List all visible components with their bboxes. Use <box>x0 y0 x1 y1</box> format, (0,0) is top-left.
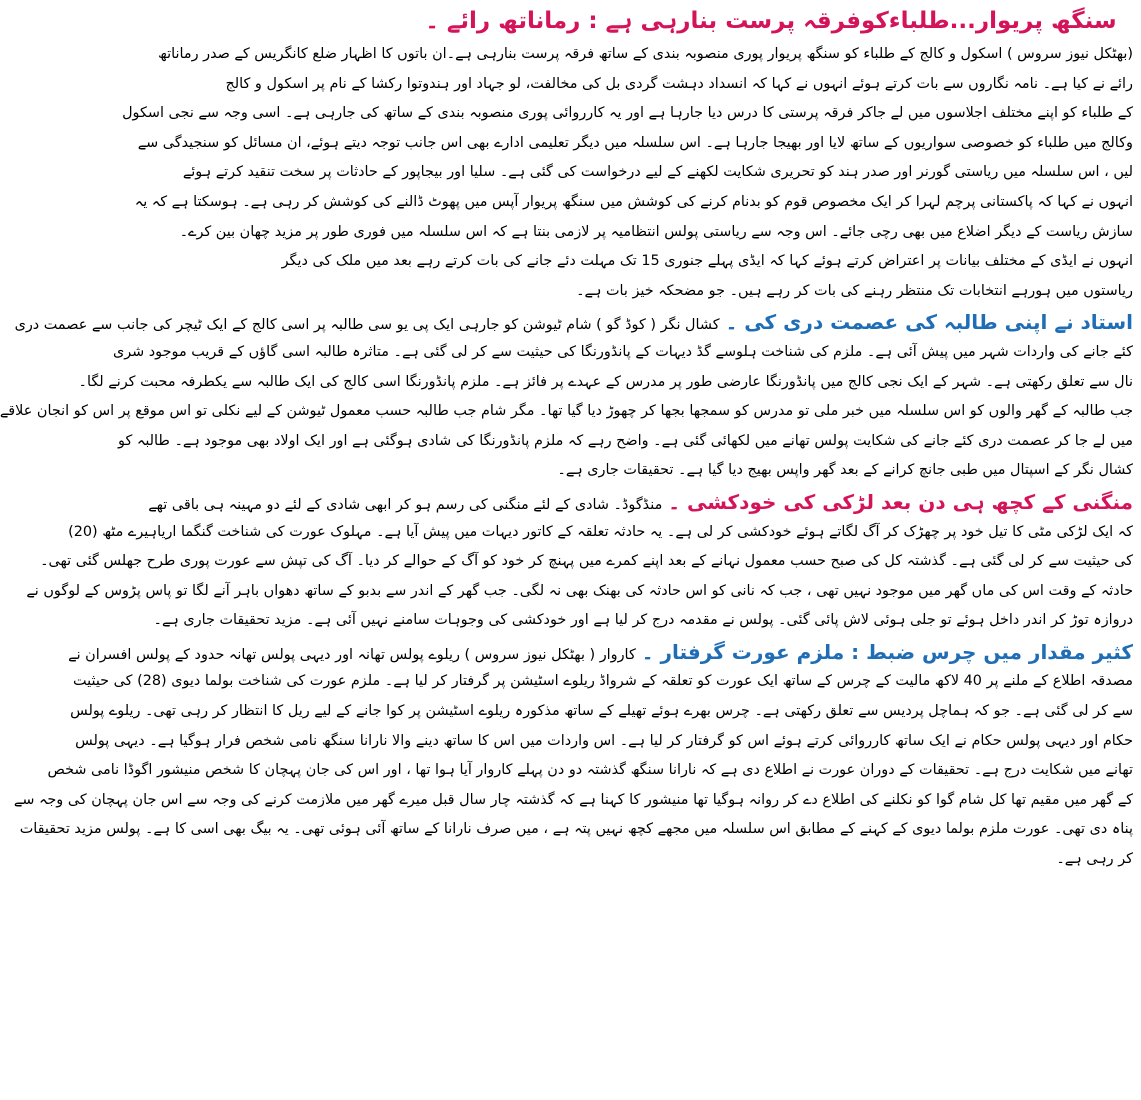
story-line: کئے جانے کی واردات شہر میں پیش آئی ہے۔ ملزم کی شناخت ہلوسے گڈ دیہات کے پانڈورنگا کی حیثیت سے کر لی گئی ہے۔ متاثرہ طالبہ اسی گاؤں کے قریب موجود شری <box>112 343 1133 360</box>
story-headline: کثیر مقدار میں چرس ضبط : ملزم عورت گرفتار ۔ <box>641 639 1133 664</box>
story-headline: استاد نے اپنی طالبہ کی عصمت دری کی ۔ <box>725 310 1133 335</box>
story-line: حکام اور دیہی پولس حکام نے ایک ساتھ کارروائی کرتے ہوئے اس کو گرفتار کر لیا ہے۔ اس واردات میں اس کا ساتھ دینے والا نارانا سنگھ نامی شخص فرار ہوگیا ہے۔ دیہی پولس <box>75 732 1133 749</box>
story-teacher-assault <box>0 308 1133 486</box>
story-line: کی حیثیت سے کر لی گئی ہے۔ گذشتہ کل کی صبح حسب معمول نہانے کے بعد اپنے کمرے میں پہنچ کر خود کو آگ کے حوالے کر دیا۔ آگ کی تپش سے عورت پوری طرح جھلس گئی تھی۔ <box>40 553 1133 570</box>
story-headline: منگنی کے کچھ ہی دن بعد لڑکی کی خودکشی ۔ <box>668 489 1133 514</box>
story-line: سازش ریاست کے دیگر اضلاع میں بھی رچی جائے۔ اس وجہ سے ریاستی پولس انتظامیہ پر لازمی بنتا ہے کہ اس سلسلہ میں فوری طور پر مزید چھان بین کرے۔ <box>179 223 1133 240</box>
story-line: انہوں نے ایڈی کے مختلف بیانات پر اعتراض کرتے ہوئے کہا کہ ایڈی پہلے جنوری 15 تک مہلت دئے جانے کی بات کرتے رہے بعد میں ملک کی دیگر <box>281 253 1133 270</box>
story-line: کے طلباء کو اپنے مختلف اجلاسوں میں لے جاکر فرقہ پرستی کا درس دیا جارہا ہے اور یہ کارروائی پوری منصوبہ بندی کے ساتھ کی جارہی ہے۔ اسی وجہ سے نجی اسکول <box>122 105 1133 122</box>
story-lead-text: کاروار ( بھٹکل نیوز سروس ) ریلوے پولس تھانہ اور دیہی پولس تھانہ حدود کے پولس افسران نے <box>68 646 636 663</box>
story-line: دروازہ توڑ کر اندر داخل ہوئے تو جلی ہوئی لاش پائی گئی۔ پولس نے مقدمہ درج کر لیا ہے اور خودکشی کی وجوہات سامنے نہیں آئی ہے۔ مزید تحقیقات جاری ہے۔ <box>153 612 1133 629</box>
story-line: کر رہی ہے۔ <box>1056 851 1133 868</box>
story-line-with-headline <box>148 488 1133 518</box>
story-line: سے کر لی گئی ہے۔ جو کہ ہماچل پردیس سے تعلق رکھتی ہے۔ چرس بھرے ہوئے تھیلے کے ساتھ مذکورہ ریلوے اسٹیشن پر کوا جانے کے لیے ریل کا انتظار کر رہی تھی۔ ریلوے پولس <box>70 703 1133 720</box>
story-line: انہوں نے کہا کہ پاکستانی پرچم لہرا کر ایک مخصوص قوم کو بدنام کرنے کی کوشش میں سنگھ پریوار آپس میں پھوٹ ڈالنے کی کوشش کر رہی ہے۔ ہوسکتا ہے کہ یہ <box>134 193 1133 210</box>
story-line: (بھٹکل نیوز سروس ) اسکول و کالج کے طلباء کو سنگھ پریوار پوری منصوبہ بندی کے ساتھ فرقہ پرست بنارہی ہے۔ان باتوں کا اظہار ضلع کانگریس کے صدر رماناتھ <box>158 46 1133 62</box>
page-title: سنگھ پریوار...طلباءکوفرقہ پرست بنارہی ہے : رماناتھ رائے ۔ <box>425 8 1117 34</box>
story-line: کہ ایک لڑکی مٹی کا تیل خود پر چھڑک کر آگ لگاتے ہوئے خودکشی کر لی ہے۔ یہ حادثہ تعلقہ کے کاتور دیہات میں پیش آیا ہے۔ مہلوک عورت کی شناخت گنگما اریاہیرے مٹھ (20) <box>68 523 1133 540</box>
story-line: جب طالبہ کے گھر والوں کو اس سلسلہ میں خبر ملی تو مدرس کو سمجھا بجھا کر چھوڑ دیا گیا تھا۔ مگر شام جب طالبہ حسب معمول ٹیوشن کے لیے نکلی تو اس موقع پر اس کو انجان علاقے <box>0 403 1133 420</box>
story-lead-text: کشال نگر ( کوڈ گو ) شام ٹیوشن کو جارہی ایک پی یو سی طالبہ پر اسی کالج کے ایک ٹیچر کی جانب سے عصمت دری <box>14 317 720 334</box>
story-line: میں لے جا کر عصمت دری کئے جانے کی شکایت پولس تھانے میں لکھائی گئی ہے۔ واضح رہے کہ ملزم پانڈورنگا کی شادی ہوگئی ہے اور ایک اولاد بھی موجود ہے۔ طالبہ کو <box>118 432 1133 449</box>
story-line-with-headline <box>14 308 1133 338</box>
story-line: پناہ دی تھی۔ عورت ملزم بولما دیوی کے کہنے کے مطابق اس سلسلہ میں مجھے کچھ نہیں پتہ ہے ، میں صرف نارانا کے ساتھ آئی ہوئی تھی۔ یہ بیگ بھی اسی کا ہے۔ پولس مزید تحقیقات <box>19 821 1133 838</box>
story-lead-text: منڈگوڈ۔ شادی کے لئے منگنی کی رسم ہو کر ابھی شادی کے لئے دو مہینہ ہی باقی تھے <box>148 496 663 513</box>
story-line: رائے نے کیا ہے۔ نامہ نگاروں سے بات کرتے ہوئے انہوں نے کہا کہ انسداد دہشت گردی بل کی مخالفت، لو جہاد اور ہندوتوا رکشا کے نام پر اسکول و کالج <box>225 75 1133 92</box>
story-charas-seizure <box>13 638 1133 875</box>
story-girl-suicide <box>26 488 1133 636</box>
story-line: نال سے تعلق رکھتی ہے۔ شہر کے ایک نجی کالج میں پانڈورنگا عارضی طور پر مدرس کے عہدے پر فائز ہے۔ ملزم پانڈورنگا اسی کالج کی ایک طالبہ سے یکطرفہ محبت کرنے لگا۔ <box>78 373 1133 390</box>
story-line: تھانے میں شکایت درج ہے۔ تحقیقات کے دوران عورت نے اطلاع دی ہے کہ نارانا سنگھ گذشتہ دو دن پہلے کاروار آیا ہوا تھا ، اور اس کی جان پہچان کا شخص منیشور اگوڈا نامی شخص <box>47 762 1133 779</box>
story-line: حادثہ کے وقت اس کی ماں گھر میں موجود نہیں تھی ، جب کہ نانی کو اس حادثہ کی بھنک بھی نہ لگی۔ جب گھر کے اندر سے بدبو کے ساتھ دھواں باہر آنے لگا تو پاس پڑوس کے لوگوں نے <box>26 582 1133 599</box>
story-line: مصدقہ اطلاع کے ملنے پر 40 لاکھ مالیت کے چرس کے ساتھ ایک عورت کو تعلقہ کے شرواڈ ریلوے اسٹیشن پر گرفتار کر لیا ہے۔ ملزم عورت کی شناخت بولما دیوی (28) کی حیثیت <box>73 673 1133 690</box>
story-line: کشال نگر کے اسپتال میں طبی جانچ کرانے کے بعد گھر واپس بھیج دیا گیا ہے۔ تحقیقات جاری ہے۔ <box>557 462 1133 479</box>
story-line: وکالج میں طلباء کو خصوصی سواریوں کے ساتھ لایا اور بھیجا جارہا ہے۔ اس سلسلہ میں دیگر تعلیمی ادارے بھی اس جانب توجہ دیتے ہوئے، ان مسائل کو سنجیدگی سے <box>137 134 1133 151</box>
story-sangh-parivar <box>122 40 1133 306</box>
story-line: ریاستوں میں ہورہے انتخابات تک منتظر رہنے کی بات کر رہے ہیں۔ جو مضحکہ خیز بات ہے۔ <box>576 282 1133 299</box>
story-line-with-headline <box>68 638 1133 668</box>
story-line: کے گھر میں مقیم تھا کل شام گوا کو نکلنے کی اطلاع دے کر روانہ ہوگیا تھا منیشور کا کہنا ہے کہ گذشتہ چار سال قبل میرے گھر میں ملازمت کرنے کی وجہ سے اس جان پہچان کی وجہ سے <box>13 791 1133 808</box>
story-line: لیں ، اس سلسلہ میں ریاستی گورنر اور صدر ہند کو تحریری شکایت لکھنے کے لیے درخواست کی گئی ہے۔ سلیا اور بیجاپور کے حادثات پر سخت تنقید کرتے ہوئے <box>182 164 1133 181</box>
